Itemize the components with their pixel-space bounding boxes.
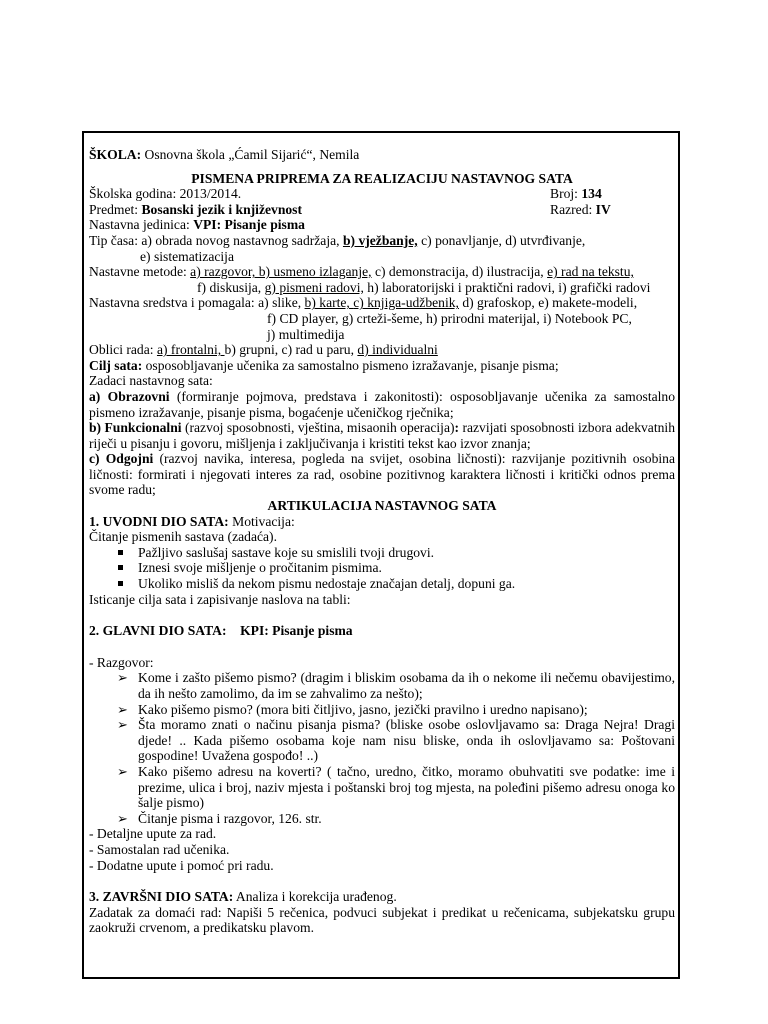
methods-e: e) rad na tekstu, bbox=[547, 264, 634, 280]
part1-line: Čitanje pismenih sastava (zadaća). bbox=[89, 529, 277, 545]
tools-line-3: j) multimedija bbox=[267, 326, 345, 342]
tools-c: c) knjiga-udžbenik, bbox=[353, 295, 459, 311]
tasks-label: Zadaci nastavnog sata: bbox=[89, 373, 213, 389]
subject-line bbox=[89, 202, 675, 218]
part2-intro: - Razgovor: bbox=[89, 654, 154, 670]
lesson-type-b: b) vježbanje, bbox=[342, 232, 418, 248]
part3-label: 3. ZAVRŠNI DIO SATA: bbox=[89, 889, 234, 905]
arrow-bullet-icon: ➢ bbox=[117, 717, 128, 733]
unit-label: Nastavna jedinica: bbox=[89, 217, 194, 233]
list-item bbox=[117, 717, 675, 764]
arrow-bullet-icon: ➢ bbox=[117, 701, 128, 717]
task-functional bbox=[89, 420, 675, 451]
goal-value: osposobljavanje učenika za samostalno pismeno izražavanje, pisanje pisma; bbox=[142, 357, 559, 373]
lesson-type-line bbox=[89, 233, 675, 249]
unit-line bbox=[89, 217, 675, 233]
goal-label: Cilj sata: bbox=[89, 357, 143, 373]
list-item bbox=[117, 670, 675, 701]
school-line bbox=[89, 147, 675, 163]
list-item: Pažljivo saslušaj sastave koje su smislili tvoji drugovi. bbox=[117, 545, 675, 561]
task-educational-label: a) Obrazovni bbox=[89, 388, 170, 404]
number-label: Broj: bbox=[550, 186, 582, 202]
tools-label: Nastavna sredstva i pomagala: a) slike, bbox=[89, 295, 305, 311]
part2-dash-1: - Detaljne upute za rad. bbox=[89, 826, 217, 842]
part1-label: 1. UVODNI DIO SATA: bbox=[89, 513, 229, 529]
list-item bbox=[117, 702, 675, 718]
methods-line-2 bbox=[89, 280, 675, 296]
methods-rest: h) laboratorijski i praktični radovi, i) grafički radovi bbox=[363, 279, 651, 295]
goal-line bbox=[89, 358, 675, 374]
lesson-type-a: a) obrada novog nastavnog sadržaja, bbox=[141, 232, 343, 248]
year-value: 2013/2014. bbox=[179, 186, 242, 202]
school-label: ŠKOLA: bbox=[89, 147, 142, 162]
part2-heading bbox=[89, 623, 675, 639]
part2-dash-2: - Samostalan rad učenika. bbox=[89, 841, 230, 857]
task-functional-text: (razvoj sposobnosti, vještina, misaonih operacija) bbox=[181, 420, 455, 436]
methods-f: f) diskusija, bbox=[197, 279, 265, 295]
task-functional-colon: : bbox=[454, 420, 460, 436]
work-forms-label: Oblici rada: bbox=[89, 342, 157, 358]
arrow-bullet-icon: ➢ bbox=[117, 763, 128, 779]
task-upbringing-text: (razvoj navika, interesa, pogleda na svijet, osobina ličnosti): razvijanje pozitivnih osobina ličnosti: formirati i njegovati interes za rad, osobine pozitivnog karaktera ličnosti i kritički odnos prema svome radu; bbox=[89, 451, 675, 498]
task-functional-label: b) Funkcionalni bbox=[89, 420, 182, 436]
list-item-text: Šta moramo znati o načinu pisanja pisma? (bliske osobe oslovljavamo sa: Draga Nejra! Dragi djede! .. Kada pišemo osobama koje nam nisu bliske, onda ih oslovljavamo sa: Poštovani gospodine! Uvažena gospođo! ..) bbox=[138, 717, 675, 764]
list-item: Ukoliko misliš da nekom pismu nedostaje značajan detalj, dopuni ga. bbox=[117, 576, 675, 592]
part2-value: KPI: Pisanje pisma bbox=[226, 623, 353, 639]
part3-value: Analiza i korekcija urađenog. bbox=[233, 889, 397, 905]
list-item bbox=[117, 811, 675, 827]
part1-bullet-list bbox=[89, 545, 675, 592]
articulation-title: ARTIKULACIJA NASTAVNOG SATA bbox=[267, 498, 497, 514]
unit-value: VPI: Pisanje pisma bbox=[193, 217, 305, 233]
year-line bbox=[89, 186, 675, 202]
lesson-plan-document bbox=[82, 131, 680, 979]
arrow-bullet-icon: ➢ bbox=[117, 670, 128, 686]
work-forms-line bbox=[89, 342, 675, 358]
methods-mid: c) demonstracija, d) ilustracija, bbox=[371, 264, 548, 280]
methods-g: g) pismeni radovi, bbox=[264, 279, 364, 295]
part2-label: 2. GLAVNI DIO SATA: bbox=[89, 623, 227, 639]
part2-arrow-list bbox=[89, 670, 675, 826]
part3-homework: Zadatak za domaći rad: Napiši 5 rečenica, podvuci subjekat i predikat u rečenicama, subjekatsku grupu zaokruži crvenom, a predikatsku plavom. bbox=[89, 904, 675, 936]
part1-closing: Isticanje cilja sata i zapisivanje naslova na tabli: bbox=[89, 591, 351, 607]
work-forms-d: d) individualni bbox=[357, 342, 438, 358]
list-item: Iznesi svoje mišljenje o pročitanim pismima. bbox=[117, 560, 675, 576]
tools-rest: d) grafoskop, e) makete-modeli, bbox=[458, 295, 638, 311]
task-educational bbox=[89, 389, 675, 420]
work-forms-mid: b) grupni, c) rad u paru, bbox=[224, 342, 358, 358]
lesson-type-label: Tip časa: bbox=[89, 232, 142, 248]
arrow-bullet-icon: ➢ bbox=[117, 810, 128, 826]
grade-value: IV bbox=[595, 201, 611, 217]
task-upbringing-label: c) Odgojni bbox=[89, 451, 154, 467]
grade-label: Razred: bbox=[550, 201, 596, 217]
year-label: Školska godina: bbox=[89, 186, 180, 202]
task-upbringing bbox=[89, 451, 675, 498]
part1-heading bbox=[89, 514, 675, 530]
part1-value: Motivacija: bbox=[228, 513, 295, 529]
list-item-text: Kako pišemo adresu na koverti? ( tačno, uredno, čitko, moramo obuhvatiti sve podatke: ime i prezime, ulica i broj, naziv mjesta i poštanski broj tog mjesta, na poleđini pišemo adresu onoga ko šalje pismo) bbox=[138, 763, 675, 811]
list-item-text: Kako pišemo pismo? (mora biti čitljivo, jasno, jezički pravilno i uredno napisano); bbox=[138, 701, 588, 717]
methods-line bbox=[89, 264, 675, 280]
tools-line bbox=[89, 295, 675, 311]
task-educational-text: (formiranje pojmova, predstava i zakonitosti): osposobljavanje učenika za samostalno pismeno izražavanje, pisanje pisma, bogaćenje učeničkog rječnika; bbox=[89, 388, 676, 420]
part3-heading bbox=[89, 889, 675, 905]
task-functional-text-2: razvijati sposobnosti izbora adekvatnih riječi u pisanju i govoru, mišljenja i zaključivanja i kristiti tekst kao izvor znanja; bbox=[89, 420, 675, 451]
lesson-type-rest: c) ponavljanje, d) utvrđivanje, bbox=[417, 232, 586, 248]
list-item bbox=[117, 764, 675, 811]
number-value: 134 bbox=[581, 186, 602, 202]
tools-line-2: f) CD player, g) crteži-šeme, h) prirodni materijal, i) Notebook PC, bbox=[267, 310, 632, 326]
work-forms-a: a) frontalni, bbox=[156, 342, 225, 358]
list-item-text: Čitanje pisma i razgovor, 126. str. bbox=[138, 810, 322, 826]
school-value: Osnovna škola „Ćamil Sijarić“, Nemila bbox=[141, 147, 360, 162]
subject-value: Bosanski jezik i književnost bbox=[141, 201, 302, 217]
tools-b: b) karte, bbox=[304, 295, 354, 311]
lesson-type-line-2: e) sistematizacija bbox=[140, 248, 234, 264]
document-title: PISMENA PRIPREMA ZA REALIZACIJU NASTAVNOG SATA bbox=[191, 170, 573, 186]
methods-label: Nastavne metode: bbox=[89, 264, 191, 280]
methods-a: a) razgovor, b) usmeno izlaganje, bbox=[190, 264, 372, 280]
subject-label: Predmet: bbox=[89, 201, 142, 217]
list-item-text: Kome i zašto pišemo pismo? (dragim i bliskim osobama da ih o nekome ili nečemu obavijestimo, da ih nešto zamolimo, da im se zahvalimo za nešto); bbox=[138, 670, 675, 701]
part2-dash-3: - Dodatne upute i pomoć pri radu. bbox=[89, 857, 274, 873]
